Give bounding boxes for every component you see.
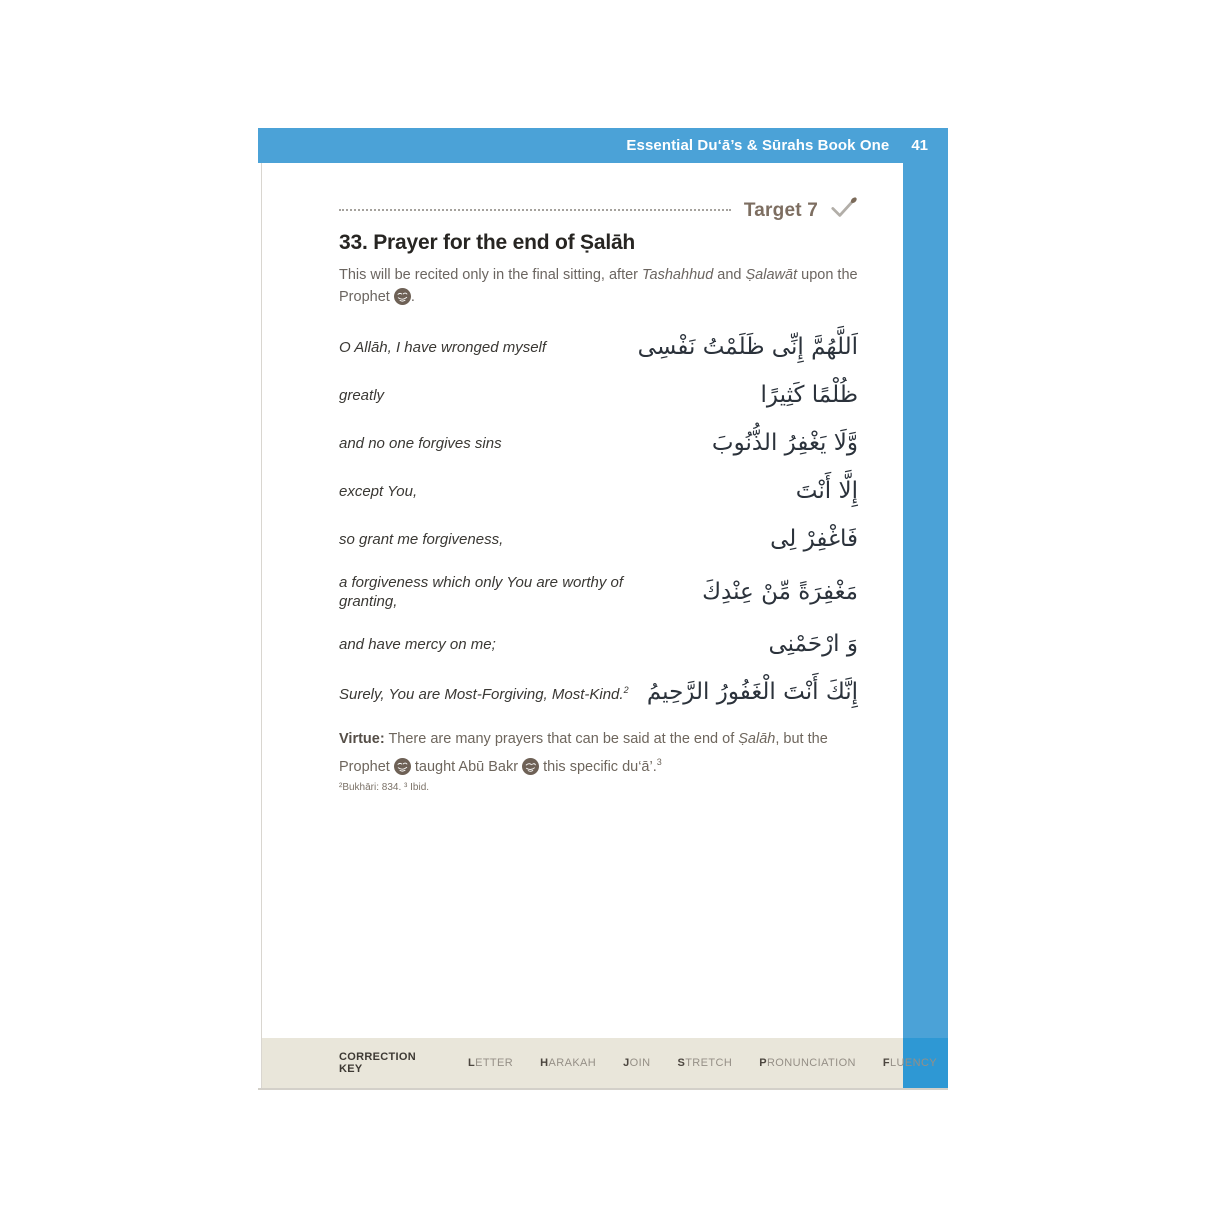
prayer-arabic: مَغْفِرَةً مِّنْ عِنْدِكَ	[702, 578, 858, 605]
book-page	[258, 128, 948, 1090]
prayer-row	[339, 620, 858, 668]
prayer-arabic: إِلَّا أَنْتَ	[795, 478, 858, 504]
target-label: Target 7	[743, 200, 818, 221]
footnote-ref: 2	[623, 684, 629, 695]
virtue-label: Virtue:	[339, 731, 385, 747]
page-edge-band	[903, 163, 948, 1088]
checkmark-icon	[830, 196, 858, 224]
prayer-arabic: اَللَّهُمَّ إِنِّى ظَلَمْتُ نَفْسِى	[637, 334, 858, 360]
prayer-row	[339, 668, 858, 716]
prayer-english: so grant me forgiveness,	[339, 530, 504, 548]
dotted-leader	[339, 209, 731, 211]
footnote-ref: 3	[656, 757, 662, 767]
prayer-table	[339, 323, 858, 716]
prayer-row	[339, 419, 858, 467]
virtue-text: taught Abū Bakr	[410, 758, 523, 775]
prayer-arabic: وَّلَا يَغْفِرُ الذُّنُوبَ	[711, 430, 858, 456]
prayer-arabic: ظُلْمًا كَثِيرًا	[760, 382, 858, 408]
correction-key-item-letter: LETTER	[467, 1057, 514, 1069]
intro-paragraph	[339, 264, 858, 308]
prayer-row	[339, 467, 858, 515]
section-title: 33. Prayer for the end of Ṣalāh	[339, 231, 636, 254]
virtue-paragraph	[339, 728, 858, 779]
intro-text: and	[713, 267, 746, 283]
prayer-english-text: Surely, You are Most-Forgiving, Most-Kind.	[339, 685, 624, 703]
prayer-english: greatly	[339, 386, 385, 404]
intro-text: .	[410, 289, 415, 305]
pbuh-medallion-icon	[394, 758, 411, 775]
correction-key-item-pronunciation: PRONUNCIATION	[759, 1057, 856, 1069]
intro-text: This will be recited only in the final sitting, after	[339, 267, 643, 283]
intro-text: upon the Prophet	[339, 267, 858, 305]
footnote: ²Bukhāri: 834. ³ Ibid.	[339, 781, 430, 793]
intro-italic-tashahhud: Tashahhud	[642, 267, 714, 283]
prayer-row	[339, 323, 858, 371]
prayer-arabic: فَاغْفِرْ لِى	[770, 526, 858, 552]
page-number: 41	[911, 137, 928, 154]
correction-key-items	[468, 1057, 937, 1069]
intro-italic-salawat: Ṣalawāt	[745, 267, 798, 283]
prayer-row	[339, 515, 858, 563]
prayer-english: O Allāh, I have wronged myself	[339, 338, 547, 356]
correction-key-bar	[262, 1038, 938, 1088]
pbuh-medallion-icon	[394, 288, 411, 305]
correction-key-item-join: JOIN	[623, 1057, 651, 1069]
correction-key-label: CORRECTION KEY	[339, 1051, 416, 1075]
prayer-english: except You,	[339, 482, 418, 500]
prayer-row	[339, 563, 858, 620]
correction-key-item-stretch: STRETCH	[677, 1057, 733, 1069]
virtue-text: There are many prayers that can be said at the end of	[384, 731, 739, 747]
virtue-text: this specific du‘ā’.	[539, 758, 657, 775]
header-bar	[258, 128, 948, 163]
virtue-italic-salah: Ṣalāh	[738, 731, 776, 747]
page-content	[262, 163, 903, 1038]
target-row	[339, 199, 858, 223]
prayer-english: and have mercy on me;	[339, 635, 496, 653]
virtue-text: , but the Prophet	[339, 731, 828, 775]
prayer-row	[339, 371, 858, 419]
prayer-arabic: وَ ارْحَمْنِى	[768, 631, 858, 657]
prayer-arabic: إِنَّكَ أَنْتَ الْغَفُورُ الرَّحِيمُ	[646, 679, 858, 705]
correction-key-item-fluency: FLUENCY	[882, 1057, 938, 1069]
prayer-english: a forgiveness which only You are worthy of granting,	[339, 573, 624, 610]
prayer-english	[339, 681, 647, 704]
book-title: Essential Du‘ā’s & Sūrahs Book One	[626, 137, 890, 154]
companion-medallion-icon	[522, 758, 539, 775]
correction-key-item-harakah: HARAKAH	[540, 1057, 597, 1069]
prayer-english: and no one forgives sins	[339, 434, 502, 452]
